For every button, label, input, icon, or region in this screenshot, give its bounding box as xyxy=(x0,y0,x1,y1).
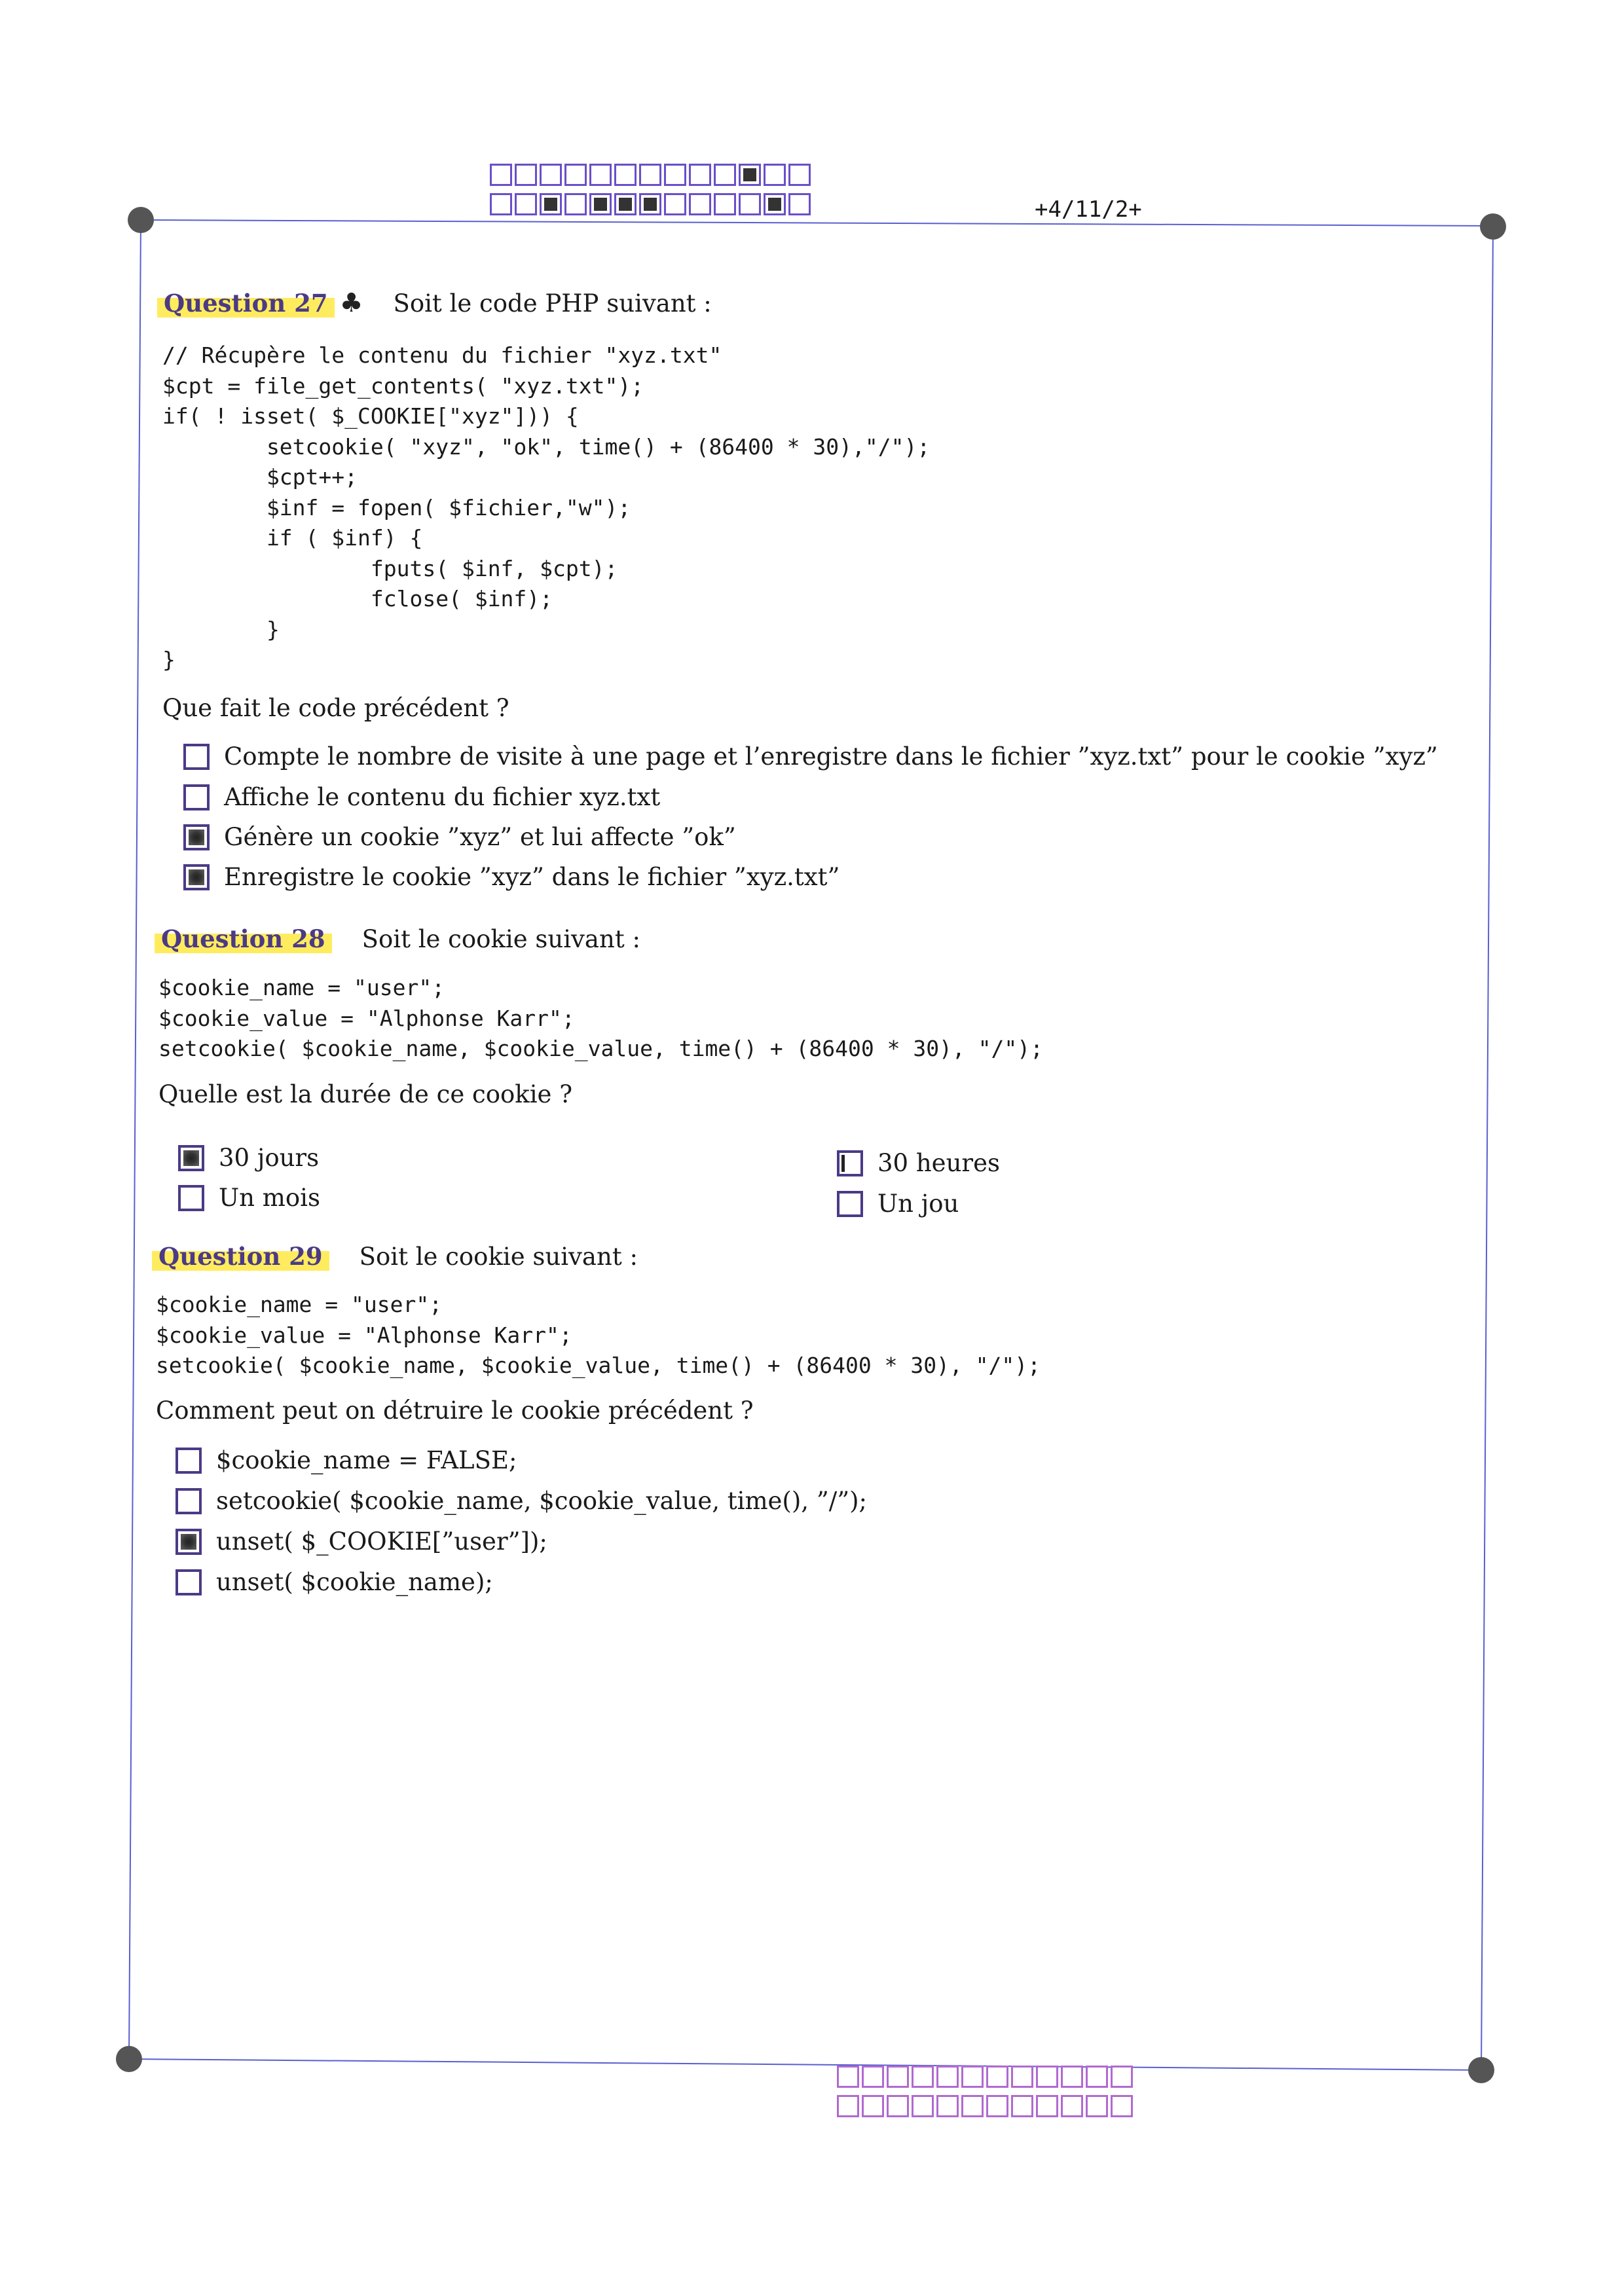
question-28-option-1[interactable] xyxy=(178,1144,319,1172)
id-cell xyxy=(961,2095,984,2117)
id-cell xyxy=(936,2095,959,2117)
option-label: Compte le nombre de visite à une page et l’enregistre dans le fichier ”xyz.txt” pour le cookie ”xyz” xyxy=(224,742,1438,771)
page-id: +4/11/2+ xyxy=(1035,196,1142,223)
id-cell xyxy=(564,164,587,186)
id-cell xyxy=(936,2066,959,2088)
id-cell xyxy=(515,193,537,215)
id-cell-filled xyxy=(540,193,562,215)
registration-mark-top-left xyxy=(128,207,154,233)
id-cell xyxy=(714,164,736,186)
id-cell xyxy=(764,164,786,186)
id-cell xyxy=(739,193,761,215)
id-cell xyxy=(887,2066,909,2088)
question-29-option-1[interactable] xyxy=(175,1446,517,1474)
checkbox-checked[interactable] xyxy=(175,1529,202,1555)
id-cell xyxy=(490,164,512,186)
option-label: 30 jours xyxy=(219,1144,320,1172)
id-cell xyxy=(862,2095,884,2117)
question-27-option-1[interactable] xyxy=(183,742,1438,771)
id-cell xyxy=(614,164,637,186)
registration-mark-bottom-left xyxy=(116,2046,142,2072)
id-cell xyxy=(986,2066,1008,2088)
id-cell-filled xyxy=(639,193,661,215)
question-28-option-2[interactable] xyxy=(178,1184,320,1212)
question-29-header xyxy=(152,1239,638,1273)
question-intro: Soit le code PHP suivant : xyxy=(393,289,712,318)
question-28-header xyxy=(155,922,640,956)
question-29-code: $cookie_name = "user"; $cookie_value = "Alphonse Karr"; setcookie( $cookie_name, $cookie_value, time() + (86400 * 30), "/"); xyxy=(156,1292,1041,1378)
question-27-code: // Récupère le contenu du fichier "xyz.txt" $cpt = file_get_contents( "xyz.txt"); if( ! isset( $_COOKIE["xyz"])) { setcookie( "xyz", "ok", time() + (86400 * 30),"/"); $cpt++; $inf = fopen( $fichier,"w"); if ( $inf) { fputs( $inf, $cpt); fclose( $inf); } } xyxy=(162,342,931,672)
checkbox-partial[interactable] xyxy=(837,1150,863,1176)
option-label: 30 heures xyxy=(877,1149,1000,1177)
registration-mark-bottom-right xyxy=(1468,2057,1494,2083)
id-cell xyxy=(912,2066,934,2088)
question-27-number-wrap xyxy=(157,288,363,318)
id-cell-filled xyxy=(739,164,761,186)
question-28-option-4[interactable] xyxy=(837,1190,959,1218)
id-cell xyxy=(540,164,562,186)
option-label: unset( $cookie_name); xyxy=(216,1568,493,1596)
question-number: Question 28 xyxy=(155,922,332,956)
option-label: Affiche le contenu du fichier xyz.txt xyxy=(224,783,661,811)
id-cell xyxy=(788,193,811,215)
question-intro: Soit le cookie suivant : xyxy=(361,925,640,953)
checkbox[interactable] xyxy=(175,1448,202,1474)
option-label: unset( $_COOKIE[”user”]); xyxy=(216,1527,547,1556)
question-27-prompt: Que fait le code précédent ? xyxy=(162,694,509,722)
checkbox[interactable] xyxy=(175,1569,202,1595)
question-number: Question 29 xyxy=(152,1239,329,1273)
question-29-option-2[interactable] xyxy=(175,1487,867,1515)
id-cell xyxy=(961,2066,984,2088)
id-cell xyxy=(589,164,612,186)
registration-mark-top-right xyxy=(1480,213,1506,240)
checkbox-checked[interactable] xyxy=(178,1145,204,1171)
id-cell xyxy=(490,193,512,215)
id-code-row-bottom-1 xyxy=(837,2066,1135,2092)
question-29-prompt: Comment peut on détruire le cookie précédent ? xyxy=(156,1396,754,1425)
id-cell xyxy=(788,164,811,186)
id-code-row-top-1 xyxy=(490,164,813,190)
id-cell xyxy=(912,2095,934,2117)
id-cell xyxy=(1086,2095,1108,2117)
checkbox[interactable] xyxy=(175,1488,202,1514)
question-number: Question 27 xyxy=(157,286,335,320)
option-label: setcookie( $cookie_name, $cookie_value, time(), ”/”); xyxy=(216,1487,868,1515)
question-27-option-3[interactable] xyxy=(183,823,736,851)
checkbox[interactable] xyxy=(183,744,210,770)
id-cell xyxy=(1061,2066,1083,2088)
question-29-option-4[interactable] xyxy=(175,1568,493,1596)
id-cell xyxy=(515,164,537,186)
id-cell xyxy=(689,193,711,215)
id-cell-filled xyxy=(589,193,612,215)
id-cell xyxy=(714,193,736,215)
checkbox-checked[interactable] xyxy=(183,824,210,850)
id-cell xyxy=(837,2066,859,2088)
id-cell xyxy=(664,164,686,186)
id-cell xyxy=(639,164,661,186)
id-cell xyxy=(1036,2066,1058,2088)
checkbox[interactable] xyxy=(183,784,210,811)
id-cell xyxy=(837,2095,859,2117)
id-code-row-top-2 xyxy=(490,193,813,219)
checkbox[interactable] xyxy=(837,1191,863,1217)
id-cell xyxy=(1011,2095,1033,2117)
question-27-option-4[interactable] xyxy=(183,863,840,891)
id-cell xyxy=(1036,2095,1058,2117)
question-28-code: $cookie_name = "user"; $cookie_value = "Alphonse Karr"; setcookie( $cookie_name, $cookie_value, time() + (86400 * 30), "/"); xyxy=(158,975,1044,1061)
id-cell xyxy=(1111,2066,1133,2088)
id-cell xyxy=(1086,2066,1108,2088)
option-label: Enregistre le cookie ”xyz” dans le fichier ”xyz.txt” xyxy=(224,863,840,891)
question-28-option-3[interactable] xyxy=(837,1149,1000,1177)
club-icon: ♣ xyxy=(339,288,363,318)
id-cell xyxy=(986,2095,1008,2117)
id-cell xyxy=(664,193,686,215)
option-label: Génère un cookie ”xyz” et lui affecte ”ok” xyxy=(224,823,736,851)
question-intro: Soit le cookie suivant : xyxy=(359,1243,638,1271)
id-cell-filled xyxy=(614,193,637,215)
option-label: Un jou xyxy=(877,1190,959,1218)
checkbox[interactable] xyxy=(178,1185,204,1211)
option-label: $cookie_name = FALSE; xyxy=(216,1446,517,1474)
id-code-row-bottom-2 xyxy=(837,2095,1135,2121)
id-cell-filled xyxy=(764,193,786,215)
question-27-option-2[interactable] xyxy=(183,783,660,811)
id-cell xyxy=(1061,2095,1083,2117)
question-29-option-3[interactable] xyxy=(175,1527,547,1556)
option-label: Un mois xyxy=(219,1184,320,1212)
id-cell xyxy=(862,2066,884,2088)
id-cell xyxy=(887,2095,909,2117)
id-cell xyxy=(1011,2066,1033,2088)
id-cell xyxy=(1111,2095,1133,2117)
question-27-header xyxy=(157,288,712,318)
id-cell xyxy=(689,164,711,186)
id-cell xyxy=(564,193,587,215)
question-28-prompt: Quelle est la durée de ce cookie ? xyxy=(158,1080,573,1108)
checkbox-checked[interactable] xyxy=(183,864,210,890)
